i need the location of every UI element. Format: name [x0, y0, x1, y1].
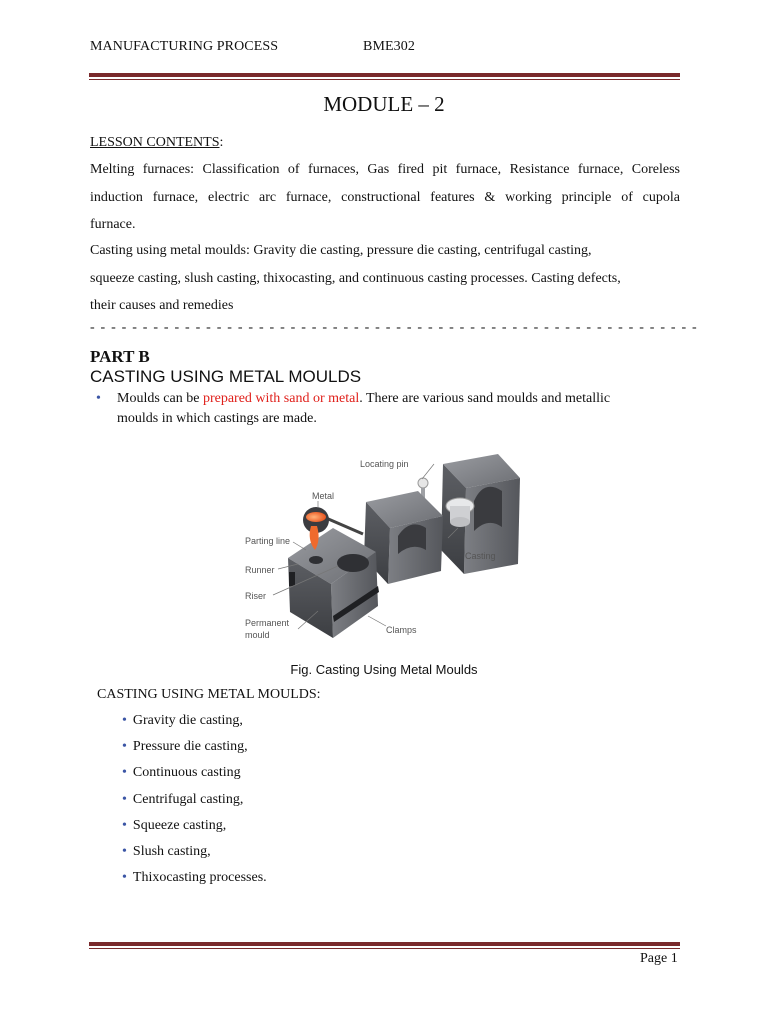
figure-caption: Fig. Casting Using Metal Moulds: [290, 662, 478, 677]
list-item: • Gravity die casting,: [122, 713, 243, 728]
casting-part: [446, 498, 474, 527]
dashed-separator: - - - - - - - - - - - - - - - - - - - - - - - - - - - - - - - - - - - - - - - - - - - - - - - - - - - - - - - - - -: [90, 320, 698, 335]
label-metal: Metal: [312, 491, 335, 501]
header-code: BME302: [363, 39, 415, 54]
text-line: Casting using metal moulds: Gravity die casting, pressure die casting, centrifugal casting,: [90, 243, 592, 258]
footer-rule-thin: [89, 948, 680, 949]
text-line: induction furnace, electric arc furnace, constructional features & working principle of cupola: [90, 189, 680, 205]
footer-rule: [89, 942, 680, 946]
bullet-marker: •: [122, 713, 127, 728]
locating-pin: [418, 478, 428, 488]
header-rule: [89, 73, 680, 77]
text-line: squeeze casting, slush casting, thixocasting, and continuous casting processes. Casting defects,: [90, 270, 621, 286]
bullet-marker: •: [122, 818, 127, 833]
label-clamps: Clamps: [386, 625, 417, 635]
label-casting: Casting: [465, 551, 496, 561]
clamp: [289, 572, 295, 586]
list-item: • Continuous casting: [122, 765, 241, 780]
header-rule-thin: [89, 79, 680, 80]
highlight-text: prepared with sand or metal: [202, 391, 360, 406]
list-item: • Thixocasting processes.: [122, 870, 267, 885]
bullet-marker: •: [122, 792, 127, 807]
text-line: Melting furnaces: Classification of furnaces, Gas fired pit furnace, Resistance furnace, Coreless: [90, 162, 680, 177]
text-line: their causes and remedies: [90, 298, 234, 313]
list-item: • Pressure die casting,: [122, 739, 248, 754]
page-number: Page 1: [640, 951, 678, 966]
subheading: CASTING USING METAL MOULDS:: [97, 687, 321, 702]
bullet-marker: •: [122, 765, 127, 780]
bullet-marker: •: [96, 391, 101, 406]
bullet-text: Moulds can be prepared with sand or metal. There are various sand moulds and metallic moulds in which castings are made.: [117, 391, 611, 426]
header-course: MANUFACTURING PROCESS: [90, 39, 279, 54]
lesson-paragraph-1: [90, 156, 680, 239]
list-item: • Centrifugal casting,: [122, 792, 244, 807]
label-runner: Runner: [245, 565, 275, 575]
bullet-marker: •: [122, 844, 127, 859]
label-parting-line: Parting line: [245, 536, 291, 546]
label-locating-pin: Locating pin: [360, 459, 409, 469]
bullet-marker: •: [122, 870, 127, 885]
module-title: MODULE – 2: [323, 92, 445, 116]
bullet-marker: •: [122, 739, 127, 754]
lesson-contents-label: LESSON CONTENTS:: [90, 135, 224, 150]
label-permanent: Permanent: [245, 618, 290, 628]
label-riser: Riser: [245, 591, 267, 601]
label-mould: mould: [245, 630, 270, 640]
lesson-paragraph-2: [90, 237, 680, 320]
list-item: • Slush casting,: [122, 844, 211, 859]
text-line: furnace.: [90, 217, 136, 232]
section-heading: CASTING USING METAL MOULDS: [90, 367, 362, 386]
intro-bullet: [96, 389, 686, 429]
list-item: • Squeeze casting,: [122, 818, 227, 833]
part-label: PART B: [90, 347, 150, 366]
metal-mould-figure: [238, 446, 528, 646]
